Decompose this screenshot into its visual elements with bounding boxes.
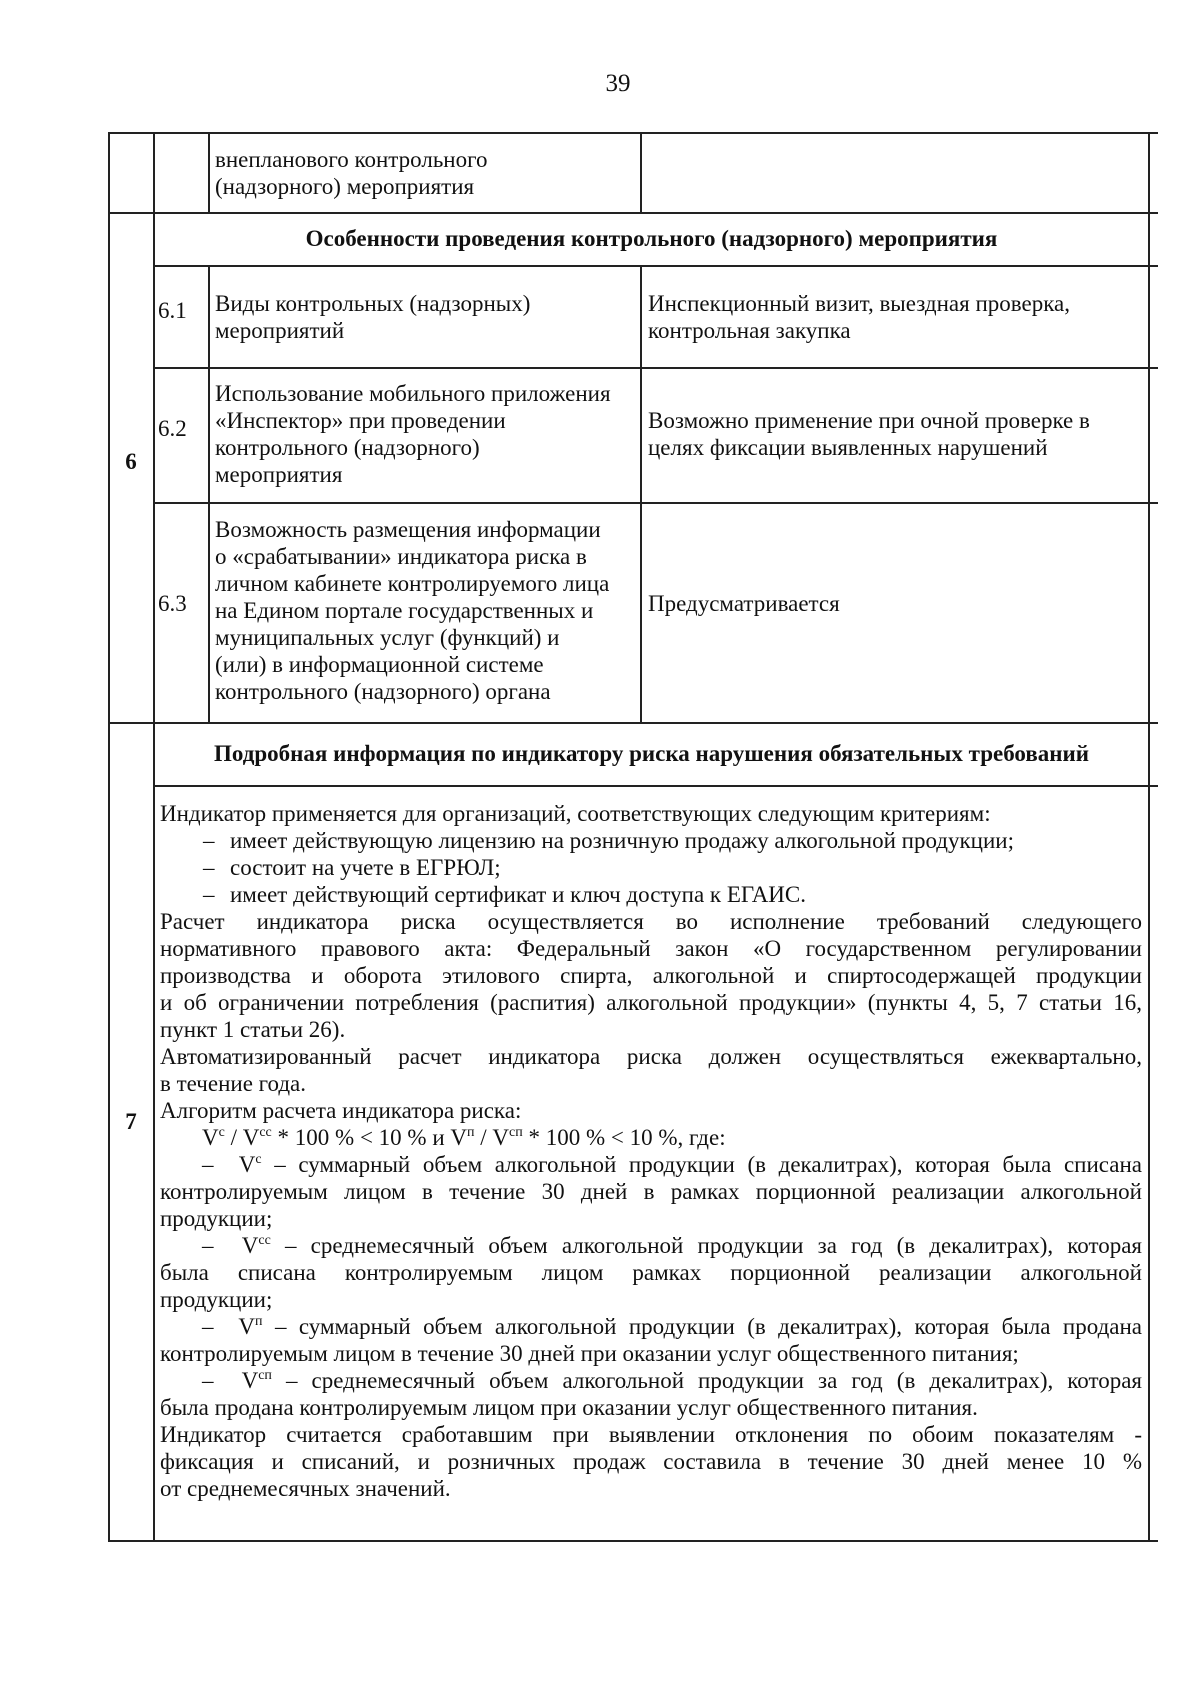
row-label-line: на Едином портале государственных и (215, 598, 594, 623)
row-label-line: мероприятия (215, 462, 343, 487)
row-label-line: личном кабинете контролируемого лица (215, 571, 610, 596)
row-label-line: Возможность размещения информации (215, 517, 601, 542)
row-value-line: Возможно применение при очной проверке в (648, 408, 1090, 433)
row-number: 6.1 (158, 298, 187, 323)
definition-line: – $V^с$ – суммарный объем алкогольной продукции (в декалитрах), которая была списана (202, 1152, 1143, 1177)
row-label-line: муниципальных услуг (функций) и (215, 625, 560, 650)
row-number: 6.2 (158, 416, 187, 441)
section-header: Особенности проведения контрольного (надзорного) мероприятия (305, 226, 998, 251)
calc-text-line: и об ограничении потребления (распития) алкогольной продукции» (пункты 4, 5, 7 статьи 16, (160, 990, 1142, 1015)
section-header: Подробная информация по индикатору риска нарушения обязательных требований (214, 741, 1089, 766)
row-label-line: «Инспектор» при проведении (215, 408, 506, 433)
section-number: 6 (125, 449, 137, 474)
dash-bullet: – (203, 882, 215, 907)
auto-calc-line: Автоматизированный расчет индикатора риска должен осуществляться ежеквартально, (160, 1044, 1142, 1069)
final-text-line: от среднемесячных значений. (160, 1476, 451, 1501)
row-value-line: Инспекционный визит, выездная проверка, (648, 291, 1070, 316)
definition-line: – $V^{сс}$ – среднемесячный объем алкогольной продукции за год (в декалитрах), которая (202, 1233, 1143, 1258)
row-label-line: Использование мобильного приложения (215, 381, 611, 406)
criteria-item: состоит на учете в ЕГРЮЛ; (230, 855, 501, 880)
definition-line: контролируемым лицом в течение 30 дней при оказании услуг общественного питания; (160, 1341, 1019, 1366)
definition-line: продукции; (160, 1287, 273, 1312)
row-value-line: целях фиксации выявленных нарушений (648, 435, 1048, 460)
row-value-line: контрольная закупка (648, 318, 851, 343)
page-number: 39 (605, 70, 631, 97)
row-number: 6.3 (158, 591, 187, 616)
definition-line: – $V^п$ – суммарный объем алкогольной продукции (в декалитрах), которая была продана (202, 1314, 1142, 1339)
calc-text-line: нормативного правового акта: Федеральный закон «О государственном регулировании (160, 936, 1142, 961)
algorithm-title: Алгоритм расчета индикатора риска: (160, 1098, 522, 1123)
row-label-line: о «срабатывании» индикатора риска в (215, 544, 587, 569)
calc-text-line: Расчет индикатора риска осуществляется во исполнение требований следующего (160, 909, 1142, 934)
row-label-line: контрольного (надзорного) органа (215, 679, 551, 704)
calc-text-line: пункт 1 статьи 26). (160, 1017, 346, 1042)
final-text-line: Индикатор считается сработавшим при выявлении отклонения по обоим показателям - (160, 1422, 1142, 1447)
criteria-item: имеет действующую лицензию на розничную продажу алкогольной продукции; (230, 828, 1014, 853)
calc-text-line: производства и оборота этилового спирта, алкогольной и спиртосодержащей продукции (160, 963, 1142, 988)
row-value-line: Предусматривается (648, 591, 840, 616)
continuation-text-line: внепланового контрольного (215, 147, 488, 172)
formula: $V^с / V^{сс} * 100$ % < 10 % и $V^п / V^{сп} * 100$ % < 10 %, где: (202, 1125, 726, 1150)
indicator-intro: Индикатор применяется для организаций, соответствующих следующим критериям: (160, 801, 991, 826)
row-label-line: (или) в информационной системе (215, 652, 544, 677)
section-number: 7 (125, 1109, 137, 1134)
row-label-line: мероприятий (215, 318, 345, 343)
criteria-item: имеет действующий сертификат и ключ доступа к ЕГАИС. (230, 882, 807, 907)
row-label-line: Виды контрольных (надзорных) (215, 291, 531, 316)
definition-line: была продана контролируемым лицом при оказании услуг общественного питания. (160, 1395, 978, 1420)
definition-line: – $V^{сп}$ – среднемесячный объем алкогольной продукции за год (в декалитрах), которая (202, 1368, 1143, 1393)
final-text-line: фиксация и списаний, и розничных продаж составила в течение 30 дней менее 10 % (160, 1449, 1142, 1474)
row-label-line: контрольного (надзорного) (215, 435, 480, 460)
dash-bullet: – (203, 855, 215, 880)
definition-line: продукции; (160, 1206, 273, 1231)
definition-line: была списана контролируемым лицом рамках порционной реализации алкогольной (160, 1260, 1142, 1285)
continuation-text-line: (надзорного) мероприятия (215, 174, 475, 199)
definition-line: контролируемым лицом в течение 30 дней в рамках порционной реализации алкогольной (160, 1179, 1142, 1204)
dash-bullet: – (203, 828, 215, 853)
auto-calc-line: в течение года. (160, 1071, 307, 1096)
